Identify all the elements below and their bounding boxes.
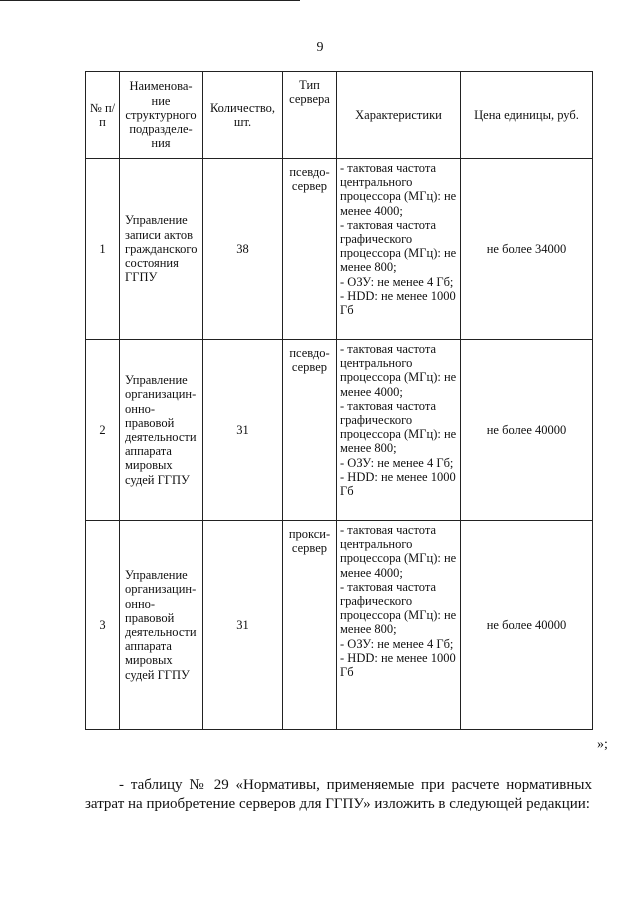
characteristic-item: - HDD: не менее 1000 Гб xyxy=(340,650,456,680)
characteristic-item: - тактовая частота центрального процессора (МГц): не менее 4000; xyxy=(340,342,457,399)
header-characteristics: Характеристики xyxy=(337,72,461,159)
cell-type xyxy=(283,521,337,730)
cell-characteristics xyxy=(337,340,461,521)
body-paragraph: - таблицу № 29 «Нормативы, применяемые при расчете нормативных затрат на приобретение серверов для ГГПУ» изложить в следующей редакции: xyxy=(85,777,592,812)
header-type: Тип сервера xyxy=(283,72,337,159)
cell-qty: 38 xyxy=(203,159,283,340)
cell-price: не более 34000 xyxy=(461,159,593,340)
cell-type xyxy=(283,340,337,521)
characteristic-item: - ОЗУ: не менее 4 Гб; xyxy=(340,274,454,289)
cell-type-text: прокси-сервер xyxy=(288,527,331,556)
header-num: № п/п xyxy=(86,72,120,159)
page-number: 9 xyxy=(316,40,324,55)
characteristic-item: - ОЗУ: не менее 4 Гб; xyxy=(340,636,454,651)
characteristic-item: - тактовая частота графического процессора (МГц): не менее 800; xyxy=(340,579,457,637)
characteristic-item: - тактовая частота центрального процессора (МГц): не менее 4000; xyxy=(340,161,457,218)
cell-num: 2 xyxy=(86,340,120,521)
header-price: Цена единицы, руб. xyxy=(461,72,593,159)
cell-price: не более 40000 xyxy=(461,521,593,730)
cell-characteristics xyxy=(337,159,461,340)
cell-name: Управление организацин-онно-правовой деятельности аппарата мировых судей ГГПУ xyxy=(120,521,203,730)
cell-name: Управление организацин-онно-правовой деятельности аппарата мировых судей ГГПУ xyxy=(120,340,203,521)
characteristic-item: - HDD: не менее 1000 Гб xyxy=(340,469,456,499)
servers-table xyxy=(85,71,593,730)
header-name: Наименова-ние структурного подразделе-ния xyxy=(120,72,203,159)
cell-price: не более 40000 xyxy=(461,340,593,521)
characteristic-item: - тактовая частота графического процессора (МГц): не менее 800; xyxy=(340,398,457,456)
cell-type-text: псевдо-сервер xyxy=(289,165,330,194)
table-row xyxy=(86,340,593,521)
table-row xyxy=(86,159,593,340)
characteristic-item: - тактовая частота центрального процессора (МГц): не менее 4000; xyxy=(340,523,457,580)
characteristic-item: - тактовая частота графического процессора (МГц): не менее 800; xyxy=(340,217,457,275)
cell-type-text: псевдо-сервер xyxy=(289,346,330,375)
cell-num: 1 xyxy=(86,159,120,340)
cell-qty: 31 xyxy=(203,340,283,521)
cell-num: 3 xyxy=(86,521,120,730)
characteristic-item: - HDD: не менее 1000 Гб xyxy=(340,288,456,318)
header-qty: Количество, шт. xyxy=(203,72,283,159)
cell-qty: 31 xyxy=(203,521,283,730)
top-divider xyxy=(0,0,300,1)
table-row xyxy=(86,521,593,730)
characteristic-item: - ОЗУ: не менее 4 Гб; xyxy=(340,455,454,470)
table-header-row xyxy=(86,72,593,159)
closing-quote-mark: »; xyxy=(597,737,608,752)
cell-name: Управление записи актов гражданского состояния ГГПУ xyxy=(120,159,203,340)
cell-characteristics xyxy=(337,521,461,730)
cell-type xyxy=(283,159,337,340)
